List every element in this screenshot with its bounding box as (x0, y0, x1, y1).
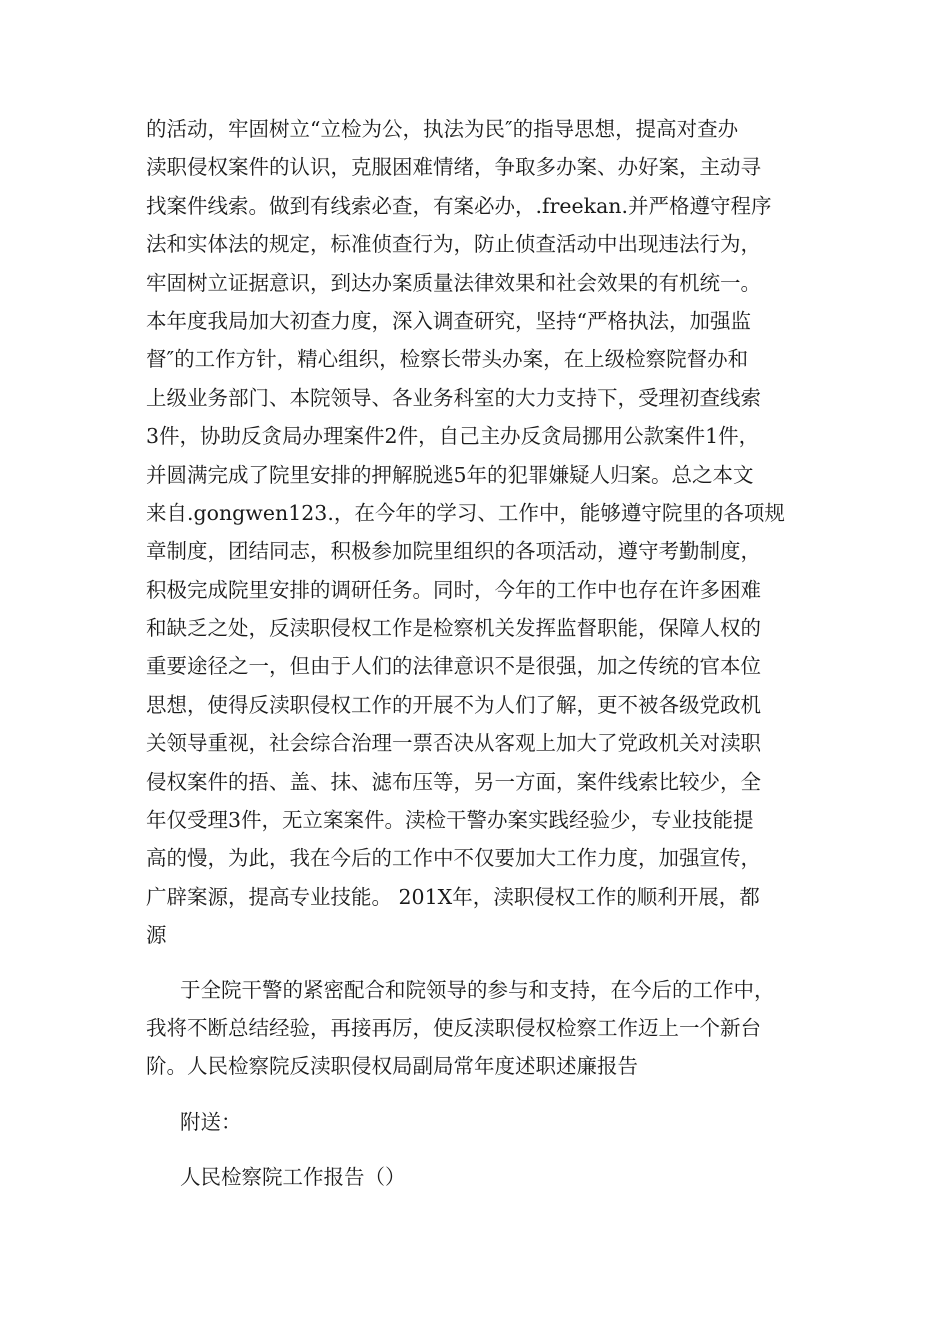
text-line: 我将不断总结经验，再接再厉，使反渎职侵权检察工作迈上一个新台 (146, 1015, 761, 1040)
text-line: 广辟案源，提高专业技能。 201X年，渎职侵权工作的顺利开展，都 (146, 884, 760, 909)
text-line: 关领导重视，社会综合治理一票否决从客观上加大了党政机关对渎职 (146, 731, 761, 756)
text-line: 督″的工作方针，精心组织，检察长带头办案，在上级检察院督办和 (146, 347, 749, 372)
paragraph-conclusion (146, 971, 806, 1086)
text-line: 上级业务部门、本院领导、各业务科室的大力支持下，受理初查线索 (146, 385, 761, 410)
text-line: 找案件线索。做到有线索必查，有案必办，.freekan.并严格遵守程序 (146, 193, 772, 218)
text-line: 高的慢，为此，我在今后的工作中不仅要加大工作力度，加强宣传， (146, 846, 761, 871)
text-line: 年仅受理3件，无立案案件。渎检干警办案实践经验少，专业技能提 (146, 808, 754, 833)
text-line: 渎职侵权案件的认识，克服困难情绪，争取多办案、办好案，主动寻 (146, 155, 761, 180)
text-line: 附送： (180, 1109, 242, 1134)
text-line: 阶。人民检察院反渎职侵权局副局常年度述职述廉报告 (146, 1054, 638, 1079)
text-line: 重要途径之一，但由于人们的法律意识不是很强，加之传统的官本位 (146, 654, 761, 679)
paragraph-report-body (146, 110, 806, 955)
text-line: 并圆满完成了院里安排的押解脱逃5年的犯罪嫌疑人归案。总之本文 (146, 462, 754, 487)
text-line: 思想，使得反渎职侵权工作的开展不为人们了解，更不被各级党政机 (146, 692, 761, 717)
paragraph-attachment-title (146, 1158, 806, 1196)
text-line: 的活动，牢固树立“立检为公，执法为民″的指导思想，提高对查办 (146, 117, 739, 141)
text-line: 源 (146, 923, 167, 948)
text-line: 积极完成院里安排的调研任务。同时，今年的工作中也存在许多困难 (146, 577, 761, 602)
document-body (146, 110, 806, 1197)
text-line: 和缺乏之处，反渎职侵权工作是检察机关发挥监督职能，保障人权的 (146, 616, 761, 641)
text-line: 侵权案件的捂、盖、抹、滤布压等，另一方面，案件线索比较少，全 (146, 769, 761, 794)
text-line: 人民检察院工作报告（） (180, 1165, 406, 1190)
text-line: 章制度，团结同志，积极参加院里组织的各项活动，遵守考勤制度， (146, 539, 761, 564)
text-line: 本年度我局加大初查力度，深入调查研究，坚持“严格执法，加强监 (146, 308, 751, 333)
text-line: 3件，协助反贪局办理案件2件，自己主办反贪局挪用公款案件1件， (146, 424, 760, 449)
text-line: 来自.gongwen123.，在今年的学习、工作中，能够遵守院里的各项规 (146, 500, 785, 525)
text-line: 于全院干警的紧密配合和院领导的参与和支持，在今后的工作中， (180, 977, 775, 1002)
text-line: 牢固树立证据意识，到达办案质量法律效果和社会效果的有机统一。 (146, 270, 761, 295)
paragraph-attachment-label (146, 1103, 806, 1141)
text-line: 法和实体法的规定，标准侦查行为，防止侦查活动中出现违法行为， (146, 232, 761, 257)
